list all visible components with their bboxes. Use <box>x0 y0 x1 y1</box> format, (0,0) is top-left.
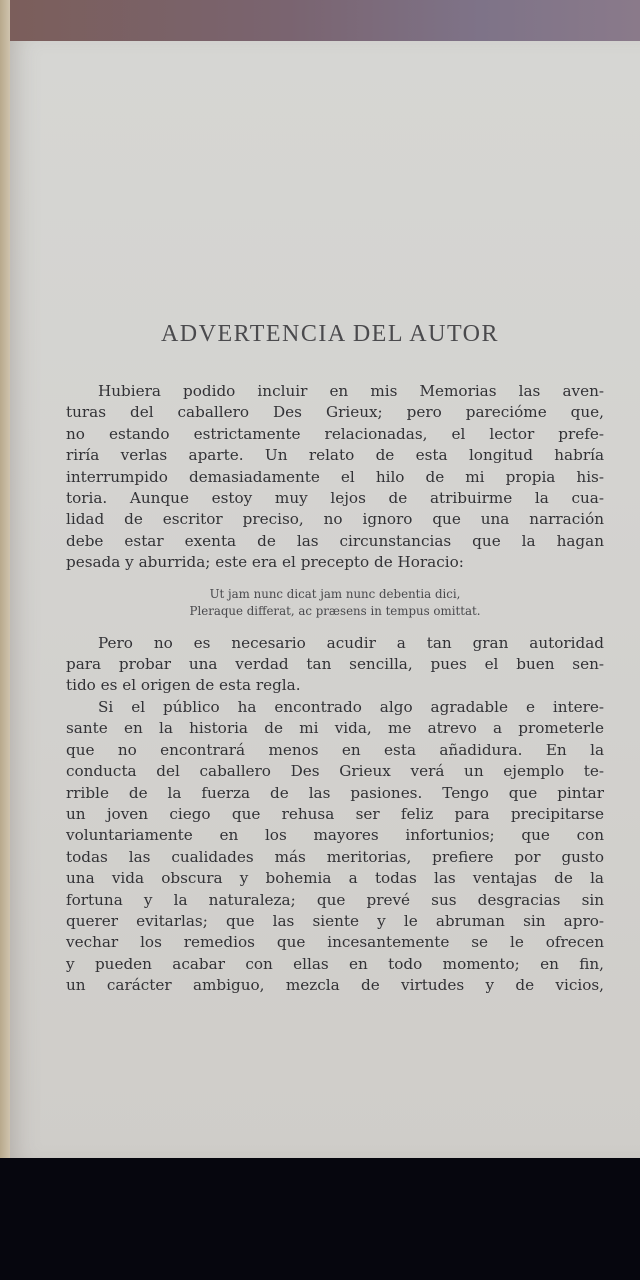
text-line: toria. Aunque estoy muy lejos de atribuirme la cua- <box>66 489 604 508</box>
text-line: una vida obscura y bohemia a todas las ventajas de la <box>66 869 604 888</box>
text-line: vechar los remedios que incesantemente se le ofrecen <box>66 933 604 952</box>
paragraph-3 <box>66 697 604 997</box>
text-line: querer evitarlas; que las siente y le abruman sin apro- <box>66 911 604 930</box>
text-line: debe estar exenta de las circunstancias que la hagan <box>66 531 604 550</box>
paragraph-1 <box>66 381 604 574</box>
text-line: riría verlas aparte. Un relato de esta longitud habría <box>66 446 604 465</box>
text-line: un joven ciego que rehusa ser feliz para precipitarse <box>66 804 604 823</box>
text-line: fortuna y la naturaleza; que prevé sus desgracias sin <box>66 890 604 909</box>
text-line: voluntariamente en los mayores infortunios; que con <box>66 826 604 845</box>
text-line: conducta del caballero Des Grieux verá un ejemplo te- <box>66 762 604 781</box>
page-title: ADVERTENCIA DEL AUTOR <box>160 321 500 347</box>
text-line: Si el público ha encontrado algo agradable e intere- <box>98 697 604 716</box>
text-line: un carácter ambiguo, mezcla de virtudes y de vicios, <box>66 976 604 995</box>
book-page <box>10 41 640 1158</box>
text-line: lidad de escritor preciso, no ignoro que una narración <box>66 510 604 529</box>
text-line: todas las cualidades más meritorias, prefiere por gusto <box>66 847 604 866</box>
text-line: Hubiera podido incluir en mis Memorias las aven- <box>98 382 604 400</box>
latin-quote <box>66 586 604 620</box>
text-line: interrumpido demasiadamente el hilo de mi propia his- <box>66 467 604 486</box>
text-line: rrible de la fuerza de las pasiones. Tengo que pintar <box>66 783 604 802</box>
text-line: para probar una verdad tan sencilla, pues el buen sen- <box>66 655 604 674</box>
text-line: tido es el origen de esta regla. <box>66 676 301 695</box>
text-line: pesada y aburrida; este era el precepto de Horacio: <box>66 553 464 572</box>
text-line: sante en la historia de mi vida, me atrevo a prometerle <box>66 719 604 738</box>
book-spine-edge <box>0 0 10 1160</box>
dark-background-bottom <box>0 1158 640 1280</box>
page-body <box>66 381 604 997</box>
text-line: que no encontrará menos en esta añadidura. En la <box>66 740 604 759</box>
quote-line: Pleraque differat, ac præsens in tempus omittat. <box>189 603 481 618</box>
table-surface-top <box>0 0 640 44</box>
quote-line: Ut jam nunc dicat jam nunc debentia dici, <box>209 586 461 601</box>
paragraph-2 <box>66 633 604 697</box>
text-line: Pero no es necesario acudir a tan gran autoridad <box>98 633 604 652</box>
text-line: no estando estrictamente relacionadas, el lector prefe- <box>66 424 604 443</box>
text-line: y pueden acabar con ellas en todo momento; en fin, <box>66 954 604 973</box>
text-line: turas del caballero Des Grieux; pero parecióme que, <box>66 403 604 422</box>
